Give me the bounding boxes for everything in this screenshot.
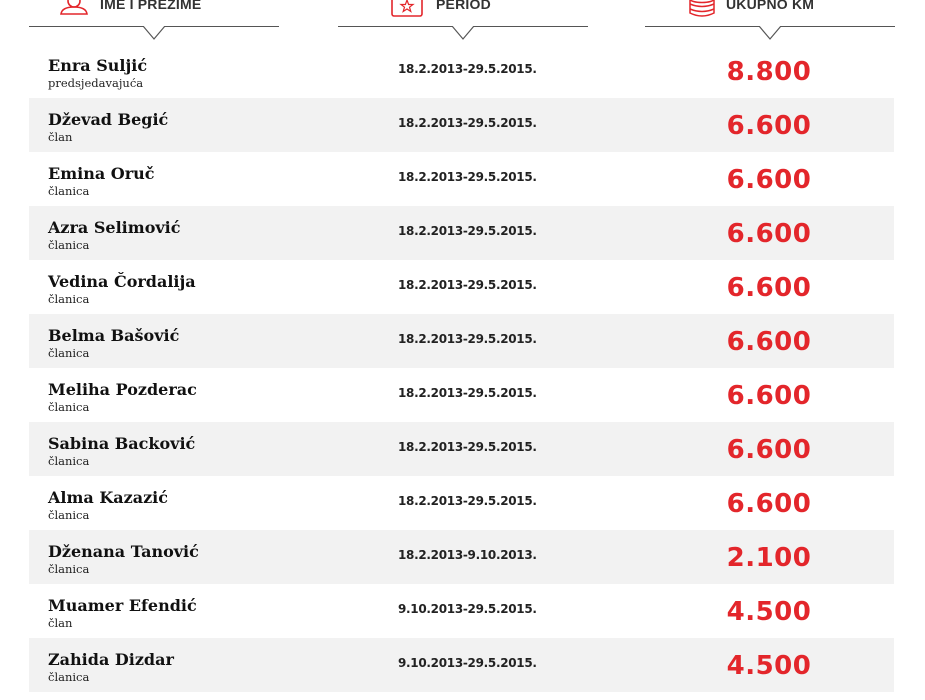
table-row [29, 260, 894, 314]
member-role: članica [48, 184, 90, 198]
member-amount: 6.600 [726, 435, 812, 465]
member-amount: 4.500 [726, 597, 812, 627]
chevron-down-icon [143, 26, 165, 41]
member-role: članica [48, 670, 90, 684]
member-amount: 6.600 [726, 219, 812, 249]
member-period: 18.2.2013-29.5.2015. [398, 386, 537, 400]
table-row [29, 314, 894, 368]
table-row [29, 422, 894, 476]
member-name: Vedina Čordalija [48, 272, 196, 291]
member-amount: 2.100 [726, 543, 812, 573]
member-name: Muamer Efendić [48, 596, 197, 615]
member-amount: 6.600 [726, 489, 812, 519]
header-name-column [29, 0, 279, 44]
member-period: 18.2.2013-29.5.2015. [398, 170, 537, 184]
member-period: 9.10.2013-29.5.2015. [398, 656, 537, 670]
member-role: članica [48, 346, 90, 360]
header-name-label: IME I PREZIME [100, 0, 202, 12]
member-period: 18.2.2013-29.5.2015. [398, 278, 537, 292]
header-total-column [645, 0, 895, 44]
member-role: članica [48, 292, 90, 306]
member-amount: 6.600 [726, 327, 812, 357]
header-period-column [338, 0, 588, 44]
table-row [29, 584, 894, 638]
person-icon [59, 0, 89, 21]
table-header [0, 0, 925, 44]
member-name: Dževad Begić [48, 110, 169, 129]
chevron-down-icon [759, 26, 781, 41]
star-calendar-icon [390, 0, 424, 23]
member-name: Enra Suljić [48, 56, 148, 75]
member-period: 9.10.2013-29.5.2015. [398, 602, 537, 616]
table-row [29, 152, 894, 206]
member-amount: 4.500 [726, 651, 812, 681]
table-row [29, 206, 894, 260]
member-role: članica [48, 562, 90, 576]
member-period: 18.2.2013-29.5.2015. [398, 62, 537, 76]
table-row [29, 476, 894, 530]
table-row [29, 638, 894, 692]
table-row [29, 530, 894, 584]
member-role: članica [48, 400, 90, 414]
member-amount: 8.800 [726, 57, 812, 87]
member-role: član [48, 130, 73, 144]
member-period: 18.2.2013-29.5.2015. [398, 494, 537, 508]
member-name: Alma Kazazić [48, 488, 168, 507]
header-period-label: PERIOD [436, 0, 491, 12]
member-name: Zahida Dizdar [48, 650, 174, 669]
member-amount: 6.600 [726, 165, 812, 195]
table-row [29, 368, 894, 422]
member-amount: 6.600 [726, 273, 812, 303]
chevron-down-icon [452, 26, 474, 41]
header-total-label: UKUPNO KM [726, 0, 815, 12]
member-role: predsjedavajuća [48, 76, 144, 90]
member-role: članica [48, 238, 90, 252]
member-amount: 6.600 [726, 381, 812, 411]
member-period: 18.2.2013-29.5.2015. [398, 224, 537, 238]
members-table [29, 44, 894, 692]
table-row [29, 44, 894, 98]
member-name: Belma Bašović [48, 326, 180, 345]
member-period: 18.2.2013-29.5.2015. [398, 440, 537, 454]
member-role: član [48, 616, 73, 630]
member-amount: 6.600 [726, 111, 812, 141]
member-role: članica [48, 454, 90, 468]
member-period: 18.2.2013-29.5.2015. [398, 116, 537, 130]
member-period: 18.2.2013-9.10.2013. [398, 548, 537, 562]
member-name: Azra Selimović [48, 218, 181, 237]
member-name: Dženana Tanović [48, 542, 199, 561]
member-period: 18.2.2013-29.5.2015. [398, 332, 537, 346]
member-name: Sabina Backović [48, 434, 196, 453]
member-role: članica [48, 508, 90, 522]
table-row [29, 98, 894, 152]
coins-icon [687, 0, 717, 23]
member-name: Meliha Pozderac [48, 380, 197, 399]
member-name: Emina Oruč [48, 164, 155, 183]
